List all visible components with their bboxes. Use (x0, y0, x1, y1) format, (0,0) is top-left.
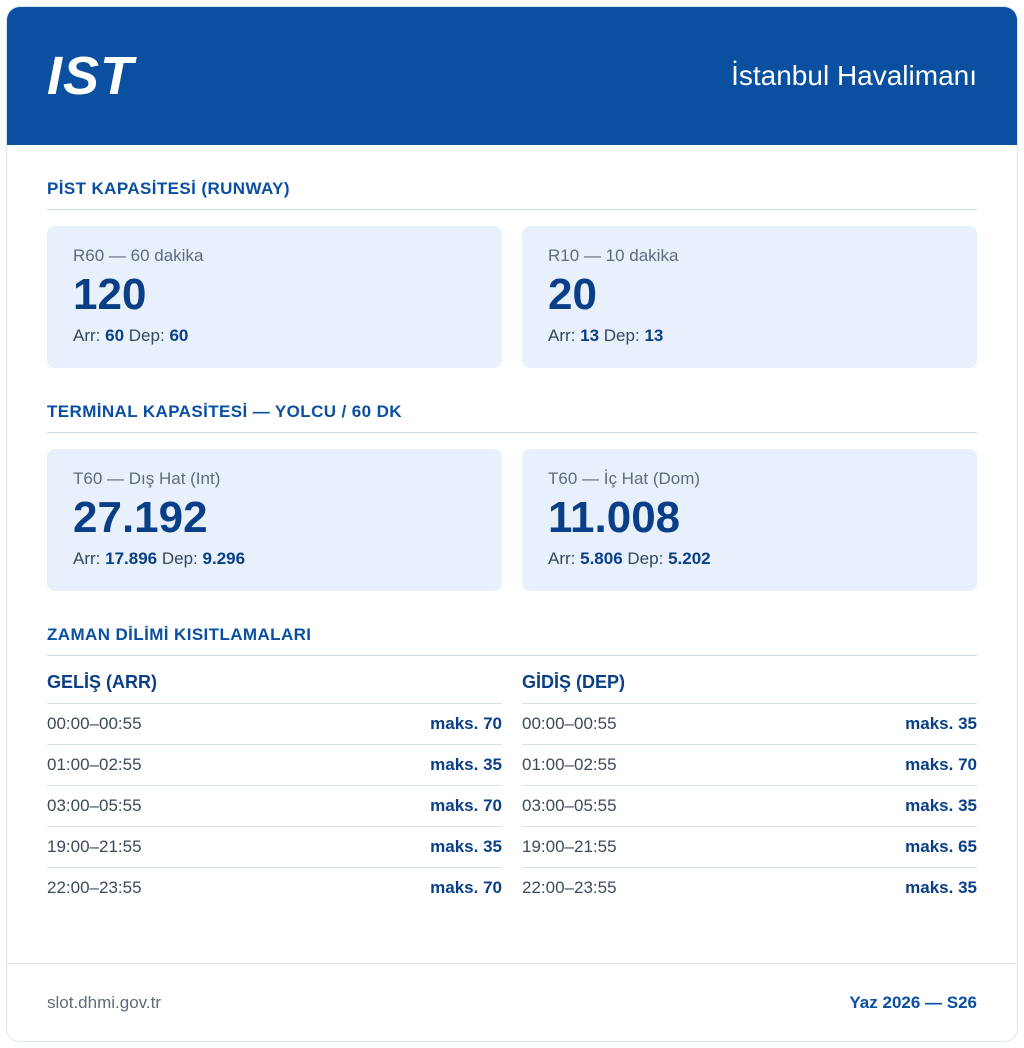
airport-iata-code: IST (47, 46, 135, 106)
stat-label: T60 — İç Hat (Dom) (548, 469, 701, 489)
stat-label: T60 — Dış Hat (Int) (73, 469, 221, 489)
slot-time: 19:00–21:55 (47, 837, 142, 857)
card-footer (7, 963, 1017, 1041)
table-row (47, 703, 502, 744)
runway-stat-r10 (522, 226, 977, 368)
arr-value: 13 (580, 326, 600, 346)
terminal-divider (47, 432, 977, 433)
table-row (522, 703, 977, 744)
slot-max: maks. 70 (430, 796, 502, 816)
runway-section-title: PİST KAPASİTESİ (RUNWAY) (47, 179, 290, 198)
arr-label: Arr: (73, 326, 101, 346)
slot-max: maks. 70 (430, 714, 502, 734)
table-row (47, 785, 502, 826)
departures-column-title: GİDİŞ (DEP) (522, 672, 626, 693)
dep-label: Dep: (161, 549, 198, 569)
dep-value: 5.202 (668, 549, 711, 569)
stat-value: 20 (548, 270, 597, 319)
slot-max: maks. 70 (905, 755, 977, 775)
table-row (522, 826, 977, 867)
table-row (522, 867, 977, 908)
card-header (7, 7, 1017, 145)
stat-breakdown (548, 549, 951, 569)
dep-value: 9.296 (202, 549, 246, 569)
airport-capacity-card (6, 6, 1018, 1042)
stat-breakdown (548, 326, 951, 346)
table-row (47, 826, 502, 867)
terminal-stats-grid (47, 449, 977, 591)
slot-time: 00:00–00:55 (522, 714, 617, 734)
dep-label: Dep: (603, 326, 640, 346)
slot-time: 01:00–02:55 (522, 755, 617, 775)
table-row (47, 867, 502, 908)
slot-time: 00:00–00:55 (47, 714, 142, 734)
arr-value: 17.896 (105, 549, 158, 569)
dep-label: Dep: (627, 549, 664, 569)
slot-time: 01:00–02:55 (47, 755, 142, 775)
slot-max: maks. 35 (905, 796, 977, 816)
stat-breakdown (73, 326, 476, 346)
slot-time: 03:00–05:55 (47, 796, 142, 816)
arr-label: Arr: (548, 326, 576, 346)
slot-max: maks. 70 (430, 878, 502, 898)
runway-stat-r60 (47, 226, 502, 368)
time-slots-columns (47, 672, 977, 908)
time-slots-section-title: ZAMAN DİLİMİ KISITLAMALARI (47, 625, 312, 645)
slot-max: maks. 35 (905, 714, 977, 734)
time-slots-divider (47, 655, 977, 656)
arr-label: Arr: (73, 549, 101, 569)
runway-divider (47, 209, 977, 210)
season-badge: Yaz 2026 — S26 (849, 992, 977, 1012)
slot-max: maks. 35 (430, 837, 502, 857)
slot-time: 22:00–23:55 (522, 878, 617, 898)
slot-max: maks. 65 (905, 837, 977, 857)
dep-value: 13 (644, 326, 664, 346)
card-body (7, 179, 1017, 908)
slot-time: 22:00–23:55 (47, 878, 142, 898)
slot-max: maks. 35 (430, 755, 502, 775)
stat-label: R10 — 10 dakika (548, 246, 679, 265)
arr-value: 60 (105, 326, 125, 346)
stat-breakdown (73, 549, 476, 569)
slot-max: maks. 35 (905, 878, 977, 898)
terminal-section-title: TERMİNAL KAPASİTESİ — YOLCU / 60 DK (47, 402, 402, 422)
stat-value: 11.008 (548, 493, 681, 543)
stat-label: R60 — 60 dakika (73, 246, 204, 265)
runway-stats-grid (47, 226, 977, 368)
source-url: slot.dhmi.gov.tr (47, 992, 162, 1012)
arrivals-column (47, 672, 502, 908)
departures-column (522, 672, 977, 908)
table-row (522, 785, 977, 826)
airport-name: İstanbul Havalimanı (731, 60, 977, 91)
stat-value: 27.192 (73, 493, 208, 543)
dep-label: Dep: (128, 326, 165, 346)
table-row (522, 744, 977, 785)
stat-value: 120 (73, 270, 147, 319)
terminal-stat-international (47, 449, 502, 591)
terminal-stat-domestic (522, 449, 977, 591)
table-row (47, 744, 502, 785)
arrivals-column-title: GELİŞ (ARR) (47, 672, 157, 693)
slot-time: 19:00–21:55 (522, 837, 617, 857)
arr-label: Arr: (548, 549, 576, 569)
dep-value: 60 (169, 326, 189, 346)
arr-value: 5.806 (580, 549, 623, 569)
slot-time: 03:00–05:55 (522, 796, 617, 816)
